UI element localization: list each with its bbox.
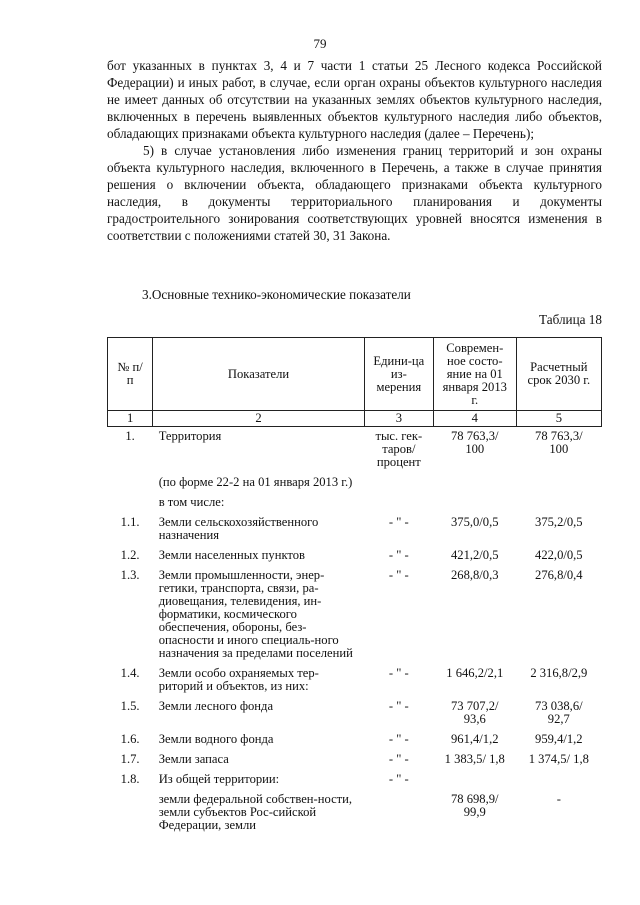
row-indicator [153,427,365,474]
row-number [108,546,153,566]
table-row [108,750,602,770]
row-current-value-text: 1 383,5/ 1,8 [444,752,505,766]
row-plan-value-text: 276,8/0,4 [535,568,583,582]
row-plan-value-text: 78 763,3/ 100 [535,429,583,456]
row-number-text: 1.1. [120,515,140,529]
row-current-value-text: 268,8/0,3 [450,568,499,582]
row-current-value-text: 375,0/0,5 [450,515,499,529]
row-number [108,664,153,697]
row-number [108,473,153,493]
row-plan-value-text: 959,4/1,2 [535,732,583,746]
row-current-value [433,730,516,750]
row-plan-value-text: 1 374,5/ 1,8 [528,752,589,766]
row-plan-value-text: 73 038,6/ 92,7 [535,699,583,726]
row-current-value-text: 961,4/1,2 [450,732,499,746]
row-plan-value [516,750,601,770]
row-plan-value-text: - [556,792,561,806]
row-number-text: 1.5. [120,699,140,713]
row-unit [364,790,433,836]
row-unit [364,566,433,664]
row-plan-value-text: 375,2/0,5 [535,515,583,529]
row-indicator-text: (по форме 22-2 на 01 января 2013 г.) [158,475,353,489]
row-unit [364,546,433,566]
row-unit-text: - " - [388,568,409,582]
row-unit [364,513,433,546]
row-plan-value [516,513,601,546]
table-row [108,664,602,697]
row-indicator [153,513,365,546]
row-plan-value [516,546,601,566]
column-number: 3 [364,411,433,427]
row-unit [364,770,433,790]
row-unit-text: - " - [388,772,409,786]
page-number: 79 [313,36,327,51]
table-row [108,427,602,474]
row-current-value [433,697,516,730]
table-row [108,697,602,730]
row-unit [364,427,433,474]
body-text [107,57,602,244]
row-indicator-text: Земли запаса [158,752,229,766]
row-indicator [153,473,365,493]
section-heading: 3.Основные технико-экономические показатели [142,287,411,302]
row-unit [364,473,433,493]
row-unit-text: - " - [388,666,409,680]
row-indicator [153,730,365,750]
column-number-row [108,411,602,427]
table-row [108,790,602,836]
row-plan-value [516,697,601,730]
row-indicator [153,770,365,790]
row-number [108,513,153,546]
row-current-value-text: 421,2/0,5 [450,548,499,562]
table-body [108,427,602,837]
row-indicator-text: Земли населенных пунктов [158,548,305,562]
row-current-value [433,546,516,566]
row-current-value [433,566,516,664]
row-plan-value [516,770,601,790]
row-plan-value-text: 2 316,8/2,9 [530,666,588,680]
row-plan-value [516,493,601,513]
row-unit-text: - " - [388,732,409,746]
table-row [108,546,602,566]
row-indicator-text: Земли особо охраняемых тер-риторий и объектов, из них: [158,666,319,693]
row-current-value [433,473,516,493]
row-number-text: 1. [125,429,135,443]
row-indicator-text: Из общей территории: [158,772,280,786]
row-number [108,493,153,513]
row-unit [364,750,433,770]
header-current: Современ-ное состо-яние на 01 января 2013 г. [433,338,516,411]
column-number: 2 [153,411,365,427]
row-indicator-text: Земли водного фонда [158,732,274,746]
row-unit-text: - " - [388,548,409,562]
column-number: 1 [108,411,153,427]
row-number [108,790,153,836]
row-unit-text: - " - [388,699,409,713]
row-unit-text: - " - [388,752,409,766]
row-indicator [153,566,365,664]
column-number: 4 [433,411,516,427]
row-unit [364,730,433,750]
row-number-text: 1.8. [120,772,140,786]
table-row [108,770,602,790]
row-current-value [433,750,516,770]
row-indicator [153,493,365,513]
row-indicator-text: Земли сельскохозяйственного назначения [158,515,319,542]
row-unit-text: - " - [388,515,409,529]
row-indicator [153,546,365,566]
row-plan-value-text: 422,0/0,5 [535,548,583,562]
table-row [108,493,602,513]
row-number-text: 1.4. [120,666,140,680]
row-current-value-text: 78 763,3/ 100 [450,429,499,456]
header-num: № п/п [108,338,153,411]
row-plan-value [516,427,601,474]
row-indicator-text: земли федеральной собствен-ности, земли субъектов Рос-сийской Федерации, земли [158,792,353,832]
row-unit-text: тыс. гек-таров/ процент [375,429,423,469]
header-plan: Расчетный срок 2030 г. [516,338,601,411]
table-row [108,566,602,664]
paragraph-item-5: 5) в случае установления либо изменения границ территорий и зон охраны объекта культурного наследия, включенного в Перечень, а также в случае принятия решения о включении объекта, обладающего признаками объекта культурного наследия, в документы территориального планирования и документы градостроительного зонирования соответствующих уровней вносятся изменения в соответствии с положениями статей 30, 31 Закона. [107,143,602,243]
row-number [108,770,153,790]
row-current-value [433,664,516,697]
row-current-value-text: 1 646,2/2,1 [446,666,504,680]
row-unit [364,697,433,730]
row-number-text: 1.2. [120,548,140,562]
row-number [108,750,153,770]
table-label: Таблица 18 [539,312,602,327]
row-number-text: 1.6. [120,732,140,746]
row-current-value-text: 73 707,2/ 93,6 [450,699,499,726]
table-row [108,730,602,750]
table-header-row [108,338,602,411]
row-number [108,697,153,730]
row-indicator-text: Территория [158,429,222,443]
row-unit [364,664,433,697]
row-number [108,730,153,750]
row-current-value [433,770,516,790]
row-indicator-text: Земли промышленности, энер-гетики, транспорта, связи, ра-диовещания, телевидения, ин-форматики, космического обеспечения, обороны, без-опасности и иного специаль-ного назначения за пределами поселений [158,568,353,660]
row-plan-value [516,566,601,664]
row-number [108,427,153,474]
row-plan-value [516,790,601,836]
row-current-value [433,513,516,546]
column-number: 5 [516,411,601,427]
row-current-value [433,427,516,474]
header-unit: Едини-ца из-мерения [364,338,433,411]
row-number-text: 1.7. [120,752,140,766]
row-plan-value [516,473,601,493]
row-current-value-text: 78 698,9/ 99,9 [450,792,499,819]
row-plan-value [516,730,601,750]
row-indicator [153,750,365,770]
indicators-table [107,337,602,836]
row-current-value [433,790,516,836]
table-row [108,513,602,546]
header-name: Показатели [153,338,365,411]
row-indicator [153,664,365,697]
row-unit [364,493,433,513]
table-row [108,473,602,493]
paragraph-continuation: бот указанных в пунктах 3, 4 и 7 части 1 статьи 25 Лесного кодекса Российской Федерации) и иных работ, в случае, если орган охраны объектов культурного наследия не имеет данных об отсутствии на указанных землях объектов культурного наследия, включенных в перечень выявленных объектов культурного наследия либо объектов, обладающих признаками объекта культурного наследия (далее – Перечень); [107,58,602,141]
row-number-text: 1.3. [120,568,140,582]
row-plan-value [516,664,601,697]
row-indicator [153,697,365,730]
row-indicator-text: в том числе: [158,495,225,509]
row-number [108,566,153,664]
row-current-value [433,493,516,513]
row-indicator [153,790,365,836]
row-indicator-text: Земли лесного фонда [158,699,274,713]
